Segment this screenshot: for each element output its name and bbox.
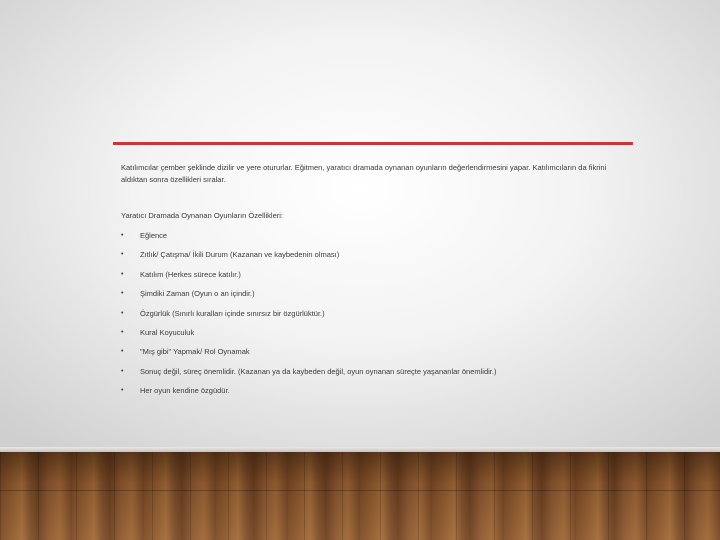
list-heading: Yaratıcı Dramada Oynanan Oyunların Özellikleri: <box>121 211 284 220</box>
list-item-text: Sonuç değil, süreç önemlidir. (Kazanan ya da kaybeden değil, oyun oynanan süreçte yaşananlar önemlidir.) <box>140 366 497 376</box>
list-item <box>121 308 626 327</box>
list-item <box>121 366 626 385</box>
list-item-text: Katılım (Herkes sürece katılır.) <box>140 269 241 279</box>
list-item-text: Her oyun kendine özgüdür. <box>140 386 230 396</box>
list-item <box>121 385 626 404</box>
list-item <box>121 327 626 346</box>
bullet-icon: • <box>121 387 124 395</box>
title-accent-line <box>113 142 633 145</box>
list-item <box>121 230 626 249</box>
list-item-text: Eğlence <box>140 231 168 240</box>
bullet-icon: • <box>121 232 124 239</box>
list-item-text: Özgürlük (Sınırlı kuralları içinde sınırsız bir özgürlüktür.) <box>140 308 325 318</box>
list-item-text: Kural Koyuculuk <box>140 327 195 337</box>
wooden-floor <box>0 452 720 540</box>
bullet-icon: • <box>121 367 124 375</box>
list-item <box>121 288 626 307</box>
list-item-text: Zıtlık/ Çatışma/ İkili Durum (Kazanan ve kaybedenin olması) <box>140 250 340 260</box>
bullet-icon: • <box>121 328 124 336</box>
features-list <box>121 230 626 405</box>
list-item <box>121 269 626 288</box>
list-item <box>121 249 626 268</box>
bullet-icon: • <box>121 251 124 259</box>
bullet-icon: • <box>121 309 124 317</box>
intro-paragraph: Katılımcılar çember şeklinde dizilir ve yere otururlar. Eğitmen, yaratıcı dramada oynanan oyunların değerlendirmesini yapar. Katılımcıların da fikrini aldıktan sonra özellikleri sıralar. <box>121 163 607 184</box>
list-item <box>121 346 626 365</box>
bullet-icon: • <box>121 348 124 356</box>
list-item-text: Şimdiki Zaman (Oyun o an içindir.) <box>140 289 255 299</box>
bullet-icon: • <box>121 270 124 278</box>
slide-body <box>121 162 626 405</box>
bullet-icon: • <box>121 290 124 298</box>
list-item-text: "Mış gibi" Yapmak/ Rol Oynamak <box>140 347 250 357</box>
